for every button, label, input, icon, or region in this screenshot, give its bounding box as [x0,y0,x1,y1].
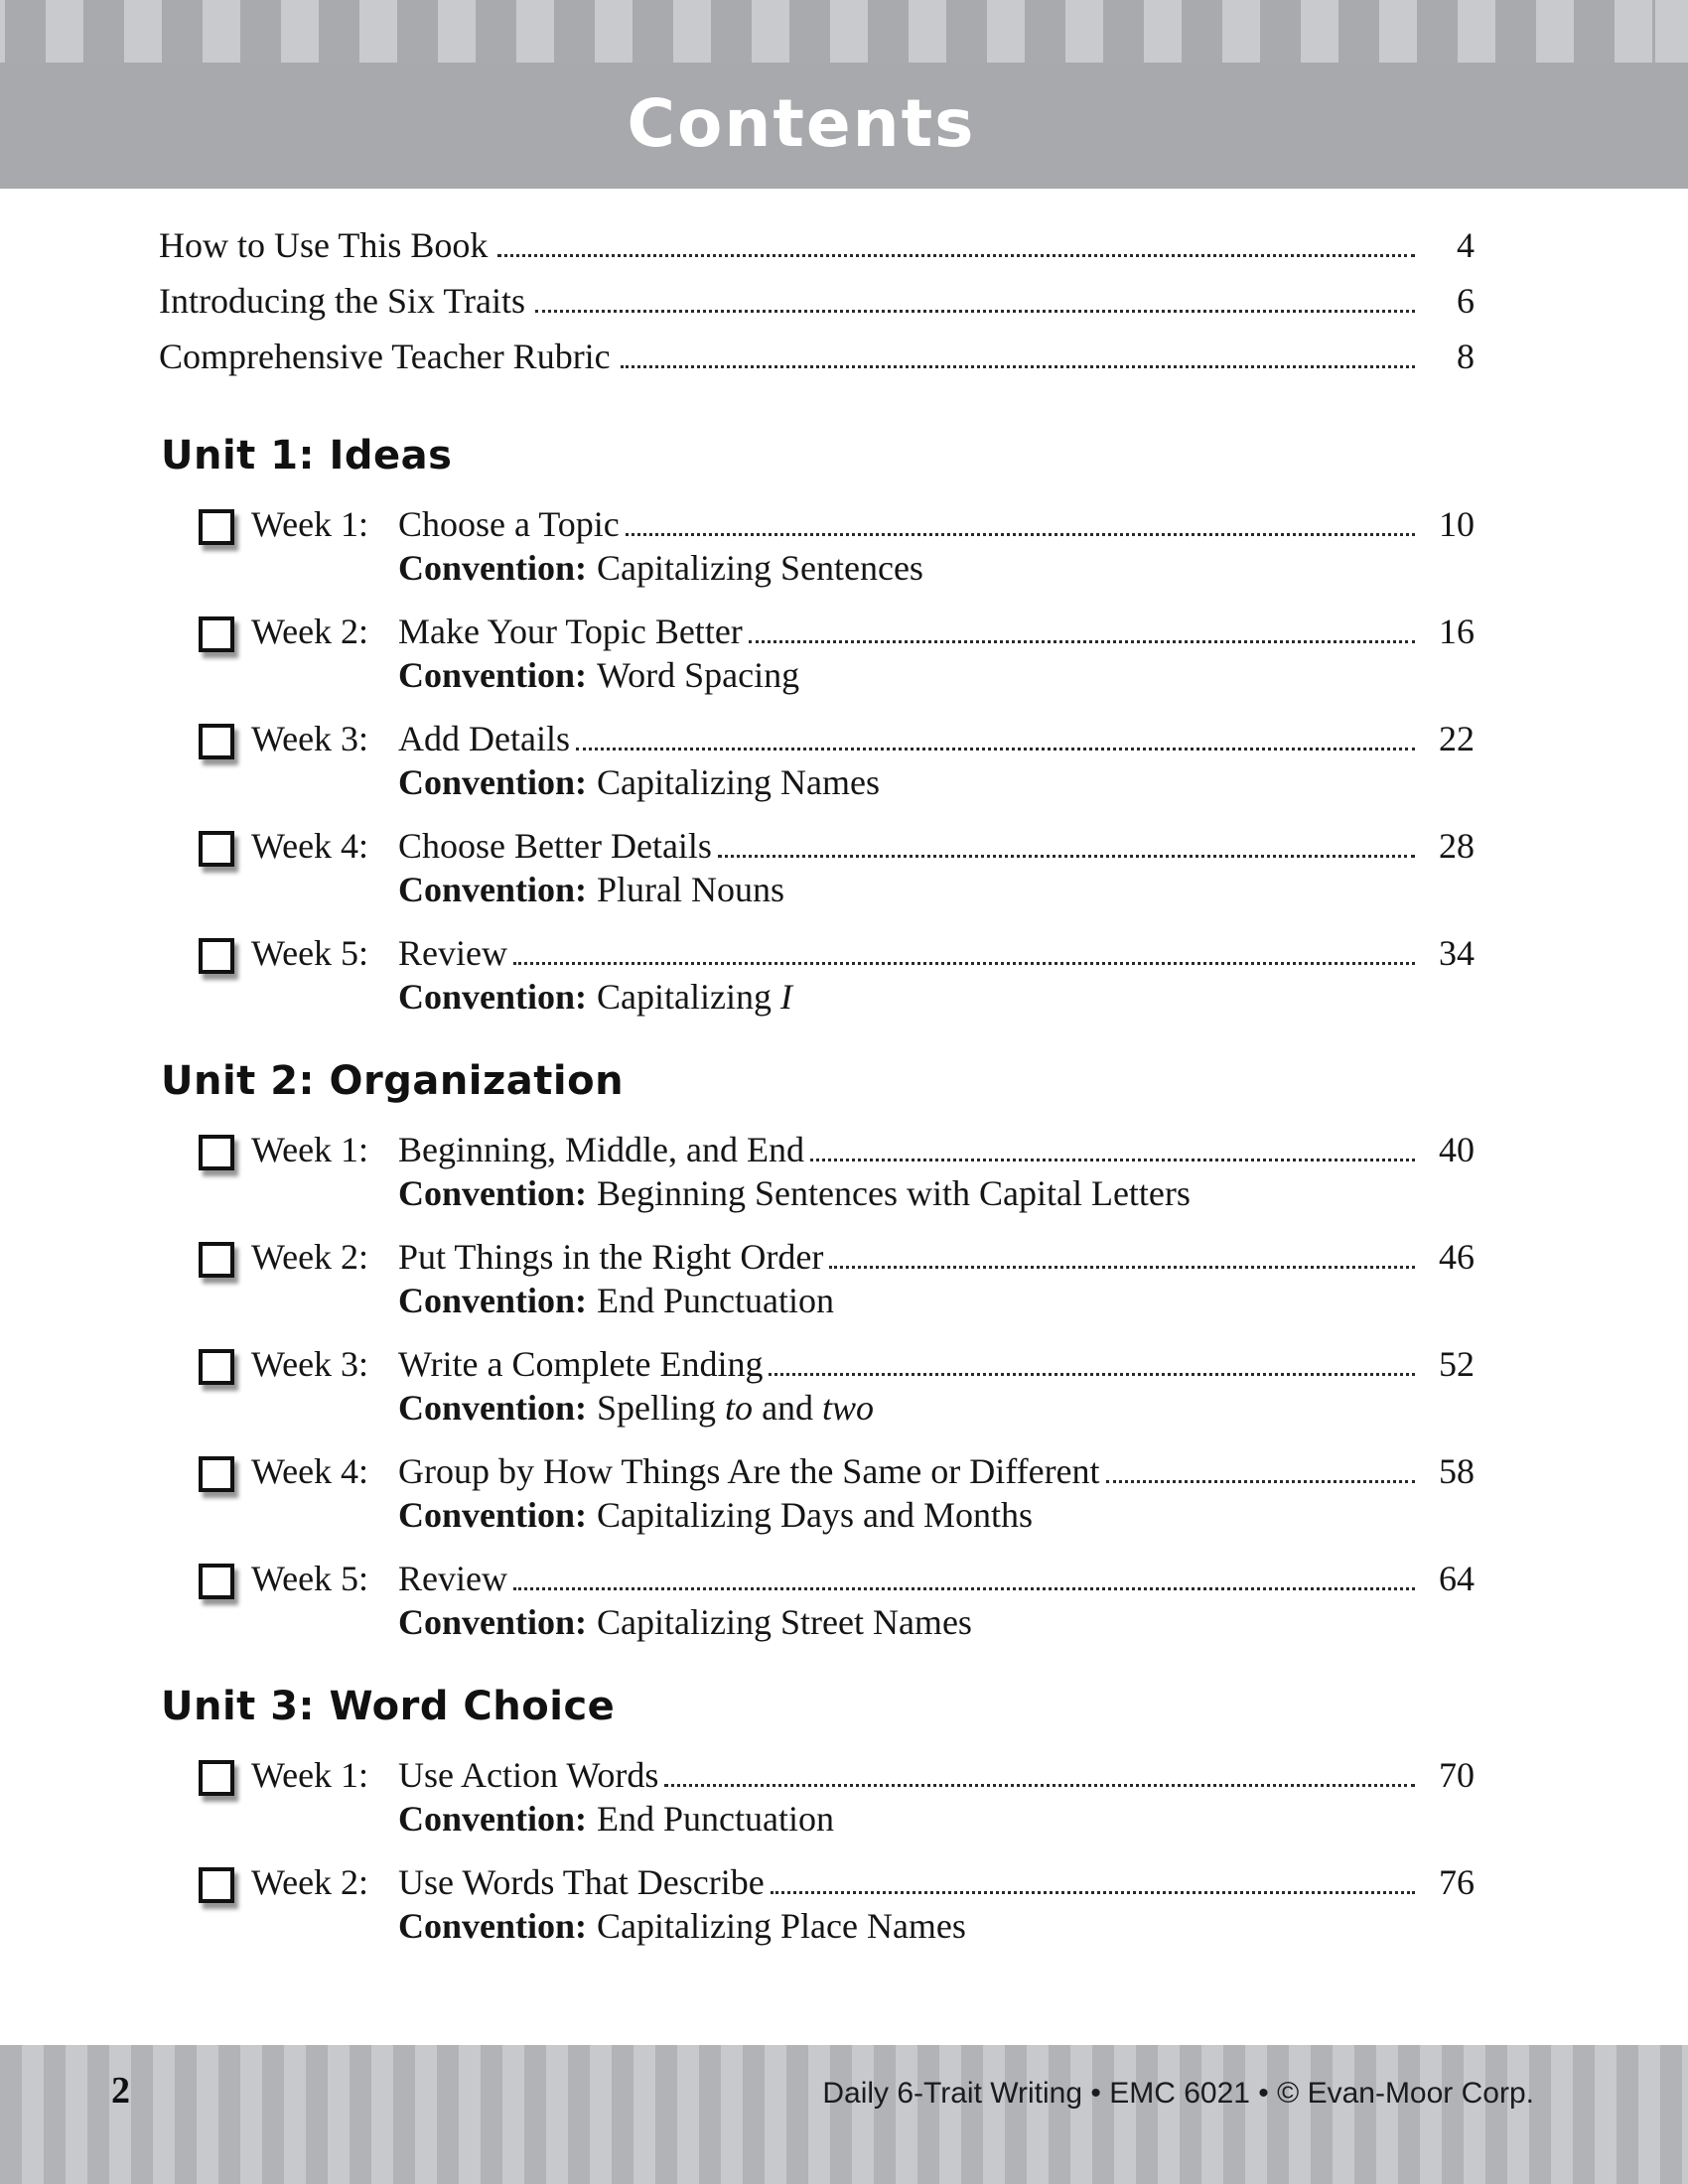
week-checkbox [199,1349,234,1385]
week-label: Week 5: [251,1559,369,1598]
page-number: 64 [1439,1559,1475,1598]
dotted-leader [576,748,1415,751]
week-title: Make Your Topic Better [398,612,743,651]
dotted-leader [513,962,1415,965]
convention-line [398,762,1475,802]
week-checkbox [199,1564,234,1599]
convention-line [398,548,1475,588]
intro-list [159,224,1475,391]
week-title-line [251,1860,1475,1904]
week-list [159,502,1475,1017]
week-title-line [251,610,1475,653]
week-body [251,610,1475,695]
page-number: 4 [1457,225,1475,265]
week-label: Week 4: [251,1451,369,1491]
week-checkbox [199,616,234,652]
page-number: 70 [1439,1755,1475,1795]
unit-list [159,433,1475,1946]
convention-line [398,1281,1475,1320]
week-checkbox [199,1867,234,1903]
convention-label: Convention: [398,1602,588,1642]
week-checkbox [199,1242,234,1278]
week-title-line [251,502,1475,546]
week-checkbox [199,1135,234,1170]
convention-line [398,977,1475,1017]
convention-line [398,870,1475,909]
dotted-leader [749,640,1415,643]
week-row [199,717,1475,802]
unit-title: Unit 1: Ideas [161,433,453,478]
week-title: Use Action Words [398,1755,659,1795]
page-number: 52 [1439,1344,1475,1384]
week-body [251,1235,1475,1320]
week-title: Review [398,1559,507,1598]
week-body [251,1753,1475,1839]
week-label: Week 2: [251,1237,369,1277]
intro-row [159,224,1475,280]
week-body [251,1342,1475,1428]
footer-page-number: 2 [111,2070,130,2112]
week-body [251,717,1475,802]
convention-label: Convention: [398,1388,588,1428]
week-row [199,1235,1475,1320]
dotted-leader [718,855,1415,858]
week-row [199,1557,1475,1642]
week-row [199,1753,1475,1839]
unit-title: Unit 2: Organization [161,1058,625,1104]
convention-text: Capitalizing Sentences [597,548,923,588]
dotted-leader [513,1587,1415,1590]
intro-title: How to Use This Book [159,225,489,265]
week-body [251,502,1475,588]
week-label: Week 5: [251,933,369,973]
week-label: Week 2: [251,1862,369,1902]
week-title-line [251,717,1475,760]
week-row [199,1128,1475,1213]
convention-line [398,655,1475,695]
dotted-leader [497,254,1415,257]
convention-text: Spelling to and two [597,1388,875,1428]
page-number: 8 [1457,337,1475,376]
convention-line [398,1799,1475,1839]
week-body [251,824,1475,909]
footer-band [0,2045,1688,2184]
week-label: Week 2: [251,612,369,651]
convention-line [398,1906,1475,1946]
page-number: 76 [1439,1862,1475,1902]
toc-content [0,224,1688,1946]
convention-text: Capitalizing I [597,977,792,1017]
footer-credit: Daily 6-Trait Writing • EMC 6021 • © Evan-Moor Corp. [822,2077,1534,2110]
convention-text: Capitalizing Street Names [597,1602,972,1642]
page-number: 28 [1439,826,1475,866]
header-band [0,63,1688,189]
page-number: 6 [1457,281,1475,321]
week-row [199,610,1475,695]
dotted-leader [771,1891,1415,1894]
page-number: 34 [1439,933,1475,973]
week-checkbox [199,831,234,867]
convention-label: Convention: [398,1281,588,1320]
convention-label: Convention: [398,548,588,588]
week-body [251,1449,1475,1535]
convention-text: Beginning Sentences with Capital Letters [597,1173,1191,1213]
week-row [199,502,1475,588]
week-checkbox [199,1760,234,1796]
week-row [199,1449,1475,1535]
dotted-leader [664,1784,1415,1787]
page-number: 40 [1439,1130,1475,1169]
week-label: Week 1: [251,1130,369,1169]
convention-text: End Punctuation [597,1799,835,1839]
page-number: 46 [1439,1237,1475,1277]
convention-label: Convention: [398,870,588,909]
week-label: Week 4: [251,826,369,866]
week-body [251,1557,1475,1642]
week-list [159,1753,1475,1946]
convention-text: Capitalizing Days and Months [597,1495,1033,1535]
unit-section [159,1058,1475,1642]
week-row [199,1860,1475,1946]
header-stripe-pattern [0,0,1688,63]
week-checkbox [199,724,234,759]
week-checkbox [199,1456,234,1492]
week-title-line [251,1753,1475,1797]
week-title: Put Things in the Right Order [398,1237,824,1277]
intro-row [159,280,1475,336]
page-number: 16 [1439,612,1475,651]
week-label: Week 3: [251,1344,369,1384]
dotted-leader [1106,1480,1415,1483]
unit-section [159,1684,1475,1946]
convention-line [398,1602,1475,1642]
intro-title: Comprehensive Teacher Rubric [159,337,611,376]
week-label: Week 1: [251,504,369,544]
week-title: Add Details [398,719,570,758]
week-title-line [251,824,1475,868]
intro-title: Introducing the Six Traits [159,281,526,321]
week-body [251,931,1475,1017]
week-body [251,1128,1475,1213]
week-title-line [251,1342,1475,1386]
page-number: 10 [1439,504,1475,544]
week-body [251,1860,1475,1946]
week-title-line [251,931,1475,975]
convention-label: Convention: [398,655,588,695]
week-title: Choose a Topic [398,504,620,544]
convention-text: Capitalizing Names [597,762,880,802]
week-title-line [251,1449,1475,1493]
week-title: Use Words That Describe [398,1862,765,1902]
week-label: Week 3: [251,719,369,758]
week-row [199,824,1475,909]
week-row [199,931,1475,1017]
week-title-line [251,1235,1475,1279]
convention-label: Convention: [398,762,588,802]
convention-line [398,1173,1475,1213]
convention-label: Convention: [398,1495,588,1535]
page-title: Contents [627,85,976,162]
week-list [159,1128,1475,1642]
week-label: Week 1: [251,1755,369,1795]
dotted-leader [810,1159,1415,1161]
week-checkbox [199,938,234,974]
unit-section [159,433,1475,1017]
convention-text: End Punctuation [597,1281,835,1320]
convention-line [398,1388,1475,1428]
unit-title: Unit 3: Word Choice [161,1684,616,1729]
week-title-line [251,1128,1475,1171]
page-number: 58 [1439,1451,1475,1491]
convention-label: Convention: [398,1906,588,1946]
week-title: Choose Better Details [398,826,712,866]
week-checkbox [199,509,234,545]
week-title: Write a Complete Ending [398,1344,764,1384]
dotted-leader [829,1266,1415,1269]
convention-text: Plural Nouns [597,870,785,909]
dotted-leader [769,1373,1415,1376]
convention-text: Word Spacing [597,655,800,695]
week-title-line [251,1557,1475,1600]
week-title: Beginning, Middle, and End [398,1130,804,1169]
convention-line [398,1495,1475,1535]
dotted-leader [626,533,1415,536]
dotted-leader [535,310,1415,313]
week-row [199,1342,1475,1428]
convention-label: Convention: [398,1173,588,1213]
convention-text: Capitalizing Place Names [597,1906,966,1946]
convention-label: Convention: [398,1799,588,1839]
page-number: 22 [1439,719,1475,758]
week-title: Group by How Things Are the Same or Different [398,1451,1100,1491]
week-title: Review [398,933,507,973]
intro-row [159,336,1475,391]
convention-label: Convention: [398,977,588,1017]
dotted-leader [621,365,1415,368]
